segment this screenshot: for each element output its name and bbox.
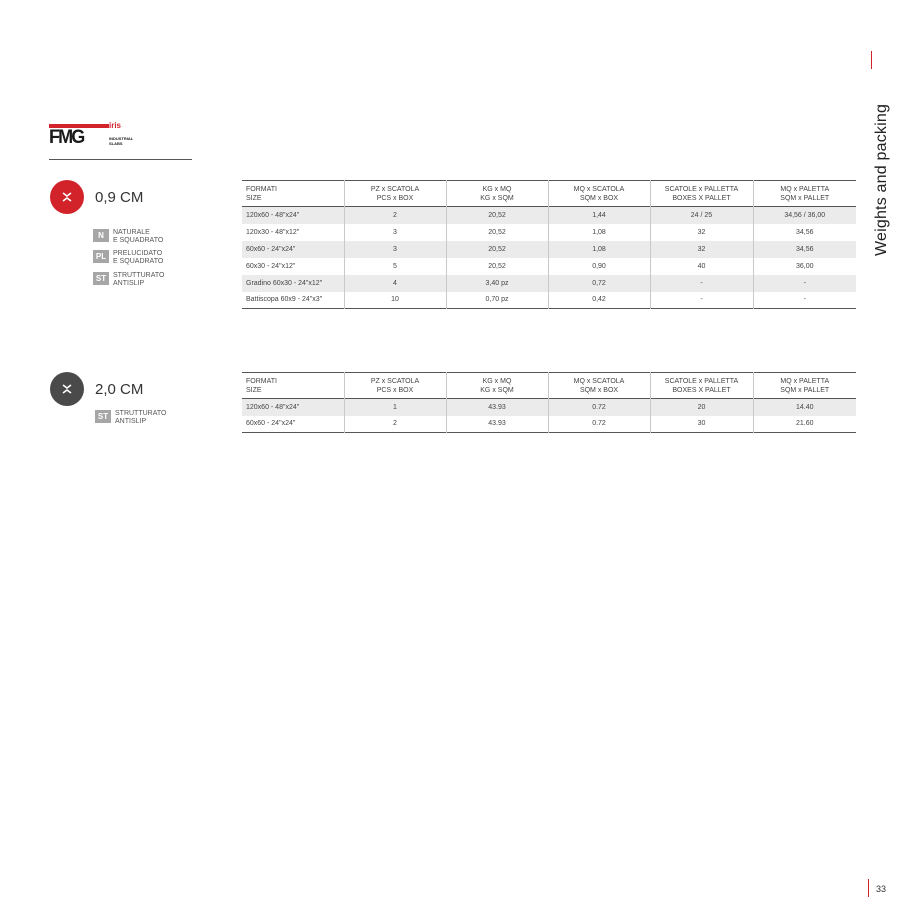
- table-row: [242, 292, 856, 309]
- column-header-sqm-box: MQ x SCATOLA SQM x BOX: [548, 181, 650, 207]
- table-row: [242, 241, 856, 258]
- table-cell: 3,40 pz: [446, 275, 548, 292]
- table-cell: Battiscopa 60x9 - 24"x3": [246, 296, 323, 304]
- table-row: [242, 207, 856, 224]
- finish-strutturato: [95, 410, 175, 426]
- logo-sub-line2: SLABS: [109, 141, 123, 146]
- table-cell: 36,00: [753, 258, 856, 275]
- table-cell: -: [650, 275, 753, 292]
- packing-table-09cm: [242, 180, 856, 309]
- table-cell: 60x60 - 24"x24": [246, 420, 296, 428]
- column-header-sqm-box: MQ x SCATOLA SQM x BOX: [548, 373, 650, 399]
- column-header-size: FORMATI SIZE: [246, 377, 277, 394]
- table-cell: 34,56: [753, 241, 856, 258]
- finish-code-badge: N: [93, 229, 109, 242]
- page-number-accent: [868, 879, 869, 897]
- table-cell: Gradino 60x30 - 24"x12": [242, 275, 344, 292]
- finish-prelucidato: [93, 250, 173, 266]
- column-header-kg-sqm: KG x MQ KG x SQM: [446, 373, 548, 399]
- finish-label: [113, 272, 173, 288]
- thickness-arrows-icon: [60, 382, 74, 396]
- finish-label-line2: ANTISLIP: [113, 280, 145, 287]
- table-cell: 0,72: [548, 275, 650, 292]
- finish-label-line2: ANTISLIP: [115, 418, 147, 425]
- table-cell: 20,52: [446, 224, 548, 241]
- table-row: [242, 275, 856, 292]
- finish-label-line2: E SQUADRATO: [113, 237, 164, 244]
- table-cell: 0,90: [548, 258, 650, 275]
- finish-code-badge: ST: [95, 410, 111, 423]
- table-cell: 24 / 25: [650, 207, 753, 224]
- column-header-pcs-box: PZ x SCATOLA PCS x BOX: [344, 373, 446, 399]
- logo-sub-line1: INDUSTRIAL: [109, 136, 134, 141]
- table-cell: 0.72: [548, 416, 650, 433]
- table-cell: 3: [344, 224, 446, 241]
- table-cell: 0,70 pz: [446, 292, 548, 309]
- table-cell: 120x60 - 48"x24": [242, 207, 344, 224]
- thickness-icon-dark: [50, 372, 84, 406]
- finish-label: [113, 250, 173, 266]
- table-cell: 43.93: [446, 416, 548, 433]
- column-header-sqm-pallet: MQ x PALETTA SQM x PALLET: [753, 373, 856, 399]
- finish-label-line1: STRUTTURATO: [113, 272, 165, 279]
- table-cell: 34,56 / 36,00: [753, 207, 856, 224]
- table-cell: 20,52: [446, 241, 548, 258]
- table-cell: -: [753, 275, 856, 292]
- page-number: 33: [876, 884, 887, 894]
- page-title: Weights and packing: [873, 103, 890, 256]
- column-header-sqm-pallet: MQ x PALETTA SQM x PALLET: [753, 181, 856, 207]
- table-cell: -: [753, 292, 856, 309]
- table-row: [242, 258, 856, 275]
- table-cell: 1,44: [548, 207, 650, 224]
- table-cell: 2: [344, 207, 446, 224]
- table-cell: 34,56: [753, 224, 856, 241]
- finish-natural: [93, 229, 173, 245]
- finish-label-line2: E SQUADRATO: [113, 258, 164, 265]
- table-cell: 60x30 - 24"x12": [246, 262, 296, 270]
- finish-label-line1: NATURALE: [113, 229, 150, 236]
- table-cell: 120x60 - 48"x24": [242, 399, 344, 416]
- thickness-icon-red: [50, 180, 84, 214]
- table-cell: 2: [344, 416, 446, 433]
- finish-code-badge: ST: [93, 272, 109, 285]
- finish-strutturato: [93, 272, 173, 288]
- column-header-pcs-box: PZ x SCATOLA PCS x BOX: [344, 181, 446, 207]
- finish-code-badge: PL: [93, 250, 109, 263]
- section1-thickness: 0,9 CM: [95, 189, 144, 206]
- table-row: [242, 416, 856, 433]
- table-cell: 21.60: [753, 416, 856, 433]
- finish-label-line1: STRUTTURATO: [115, 410, 167, 417]
- table-cell: 43.93: [446, 399, 548, 416]
- table-cell: 14.40: [753, 399, 856, 416]
- column-header-boxes-pallet: SCATOLE x PALLETTA BOXES X PALLET: [650, 181, 753, 207]
- table-header-row: [242, 373, 856, 399]
- table-cell: 10: [344, 292, 446, 309]
- table-cell: 30: [650, 416, 753, 433]
- table-cell: 1: [344, 399, 446, 416]
- table-row: [242, 399, 856, 416]
- finish-label: [115, 410, 175, 426]
- table-cell: 32: [650, 241, 753, 258]
- table-cell: 20: [650, 399, 753, 416]
- table-cell: 60x60 - 24"x24": [242, 241, 344, 258]
- logo-iris: iris: [109, 121, 122, 130]
- table-cell: -: [650, 292, 753, 309]
- table-header-row: [242, 181, 856, 207]
- table-cell: 5: [344, 258, 446, 275]
- table-cell: 20,52: [446, 207, 548, 224]
- column-header-kg-sqm: KG x MQ KG x SQM: [446, 181, 548, 207]
- table-cell: 3: [344, 241, 446, 258]
- finish-label: [113, 229, 173, 245]
- table-cell: 120x30 - 48"x12": [246, 228, 300, 236]
- section2-thickness: 2,0 CM: [95, 381, 144, 398]
- table-cell: 32: [650, 224, 753, 241]
- table-cell: 4: [344, 275, 446, 292]
- column-header-size: FORMATI SIZE: [246, 185, 277, 202]
- table-cell: 0.72: [548, 399, 650, 416]
- table-cell: 1,08: [548, 224, 650, 241]
- logo-wordmark: FMG: [49, 127, 84, 148]
- logo-subtitle: [109, 136, 133, 146]
- table-cell: 20,52: [446, 258, 548, 275]
- table-cell: 40: [650, 258, 753, 275]
- finish-label-line1: PRELUCIDATO: [113, 250, 163, 257]
- side-title-accent: [871, 51, 872, 69]
- table-cell: 0,42: [548, 292, 650, 309]
- brand-logo: [49, 121, 134, 148]
- table-row: [242, 224, 856, 241]
- column-header-boxes-pallet: SCATOLE x PALLETTA BOXES X PALLET: [650, 373, 753, 399]
- packing-table-20cm: [242, 372, 856, 433]
- logo-divider: [49, 159, 192, 160]
- thickness-arrows-icon: [60, 190, 74, 204]
- table-cell: 1,08: [548, 241, 650, 258]
